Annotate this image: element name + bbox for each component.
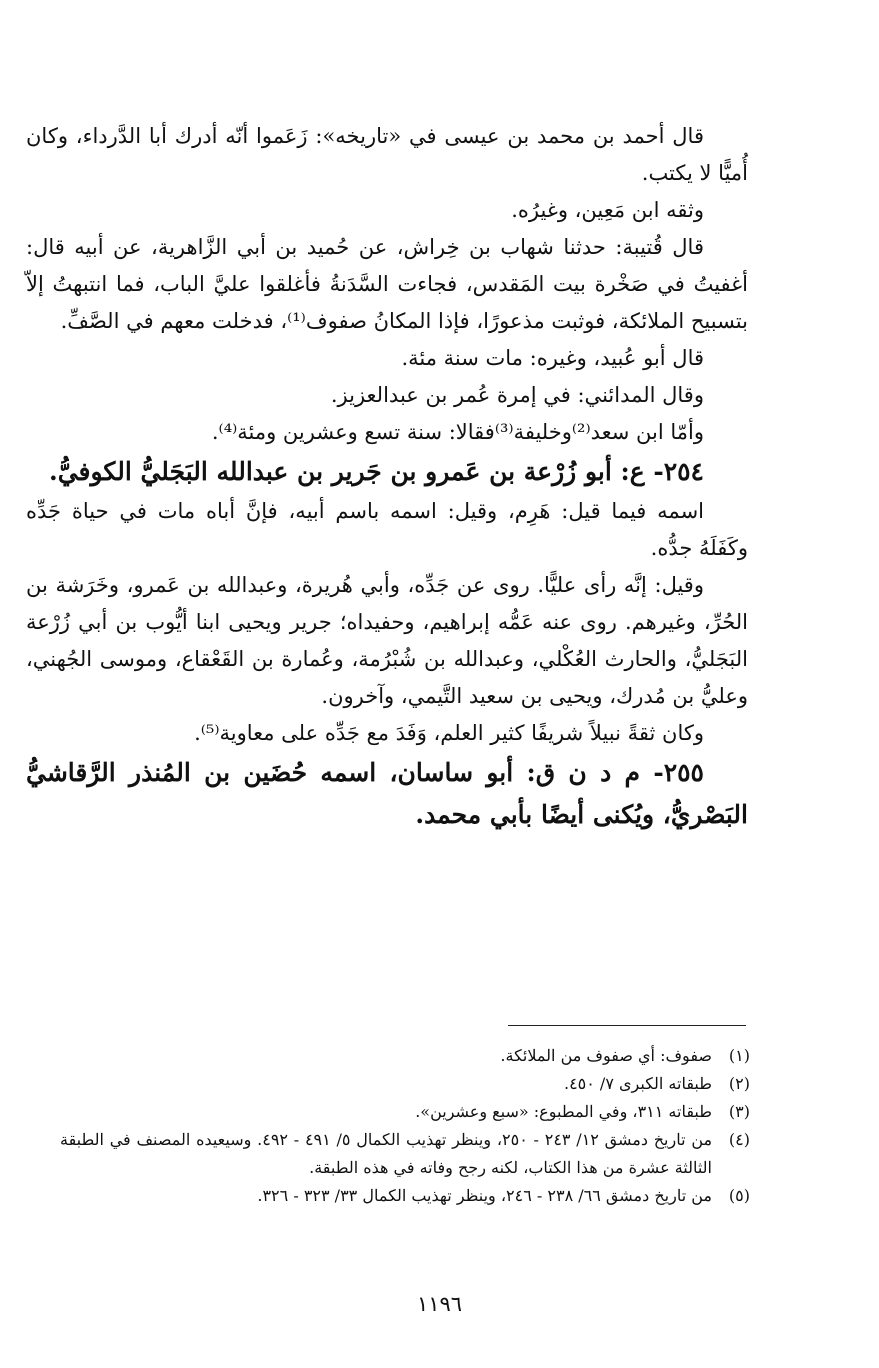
page-number: ١١٩٦ (416, 1292, 463, 1316)
main-text (26, 118, 748, 836)
footnote-text: من تاريخ دمشق ١٢/ ٢٤٣ - ٢٥٠، وينظر تهذيب الكمال ٥/ ٤٩١ - ٤٩٢. وسيعيده المصنف في الطبقة الثالثة عشرة من هذا الكتاب، لكنه رجح وفاته في هذه الطبقة. (60, 1130, 713, 1177)
footnote-text: من تاريخ دمشق ٦٦/ ٢٣٨ - ٢٤٦، وينظر تهذيب الكمال ٣٣/ ٣٢٣ - ٣٢٦. (257, 1186, 712, 1205)
footnote (60, 1182, 750, 1210)
paragraph: قال أحمد بن محمد بن عيسى في «تاريخه»: زَعَموا أنّه أدرك أبا الدَّرداء، وكان أُميًّا لا يكتب. (26, 124, 748, 185)
footnote-number: (٣) (728, 1102, 750, 1121)
footnote-number: (١) (728, 1046, 750, 1065)
entry-heading-254: ٢٥٤- ع: أبو زُرْعة بن عَمرو بن جَرير بن عبدالله البَجَليُّ الكوفيُّ. (48, 457, 704, 486)
footnote-number: (٥) (728, 1186, 750, 1205)
footnote (60, 1098, 750, 1126)
footnotes (60, 1042, 750, 1210)
entry-heading-255: ٢٥٥- م د ن ق: أبو ساسان، اسمه حُضَين بن المُنذر الرَّقاشيُّ البَصْريُّ، ويُكنى أيضًا بأبي محمد. (26, 758, 748, 829)
paragraph: اسمه فيما قيل: هَرِم، وقيل: اسمه باسم أبيه، فإنَّ أباه مات في حياة جَدِّه وكَفَلَهُ جدُّه. (26, 499, 748, 560)
footnote-separator (508, 1025, 746, 1026)
footnote-text: طبقاته الكبرى ٧/ ٤٥٠. (563, 1074, 712, 1093)
paragraph: وأمّا ابن سعد⁽²⁾وخليفة⁽³⁾فقالا: سنة تسع وعشرين ومئة⁽⁴⁾. (211, 420, 704, 444)
paragraph: وقال المدائني: في إمرة عُمر بن عبدالعزيز. (330, 383, 704, 407)
footnote-text: طبقاته ٣١١، وفي المطبوع: «سبع وعشرين». (415, 1102, 712, 1121)
paragraph: قال قُتيبة: حدثنا شهاب بن خِراش، عن حُميد بن أبي الزَّاهرية، عن أبيه قال: أغفيتُ في صَخْرة بيت المَقدس، فجاءت السَّدَنةُ فأغلقوا عليَّ الباب، فما انتبهتُ إلاّ بتسبيح الملائكة، فوثبت مذعورًا، فإذا المكانُ صفوف⁽¹⁾، فدخلت معهم في الصَّفِّ. (26, 235, 748, 333)
footnote (60, 1042, 750, 1070)
footnote-text: صفوف: أي صفوف من الملائكة. (500, 1046, 712, 1065)
footnote (60, 1070, 750, 1098)
paragraph: وقيل: إنَّه رأى عليًّا. روى عن جَدِّه، وأبي هُريرة، وعبدالله بن عَمرو، وخَرَشة بن الحُرِّ، وغيرهم. روى عنه عَمُّه إبراهيم، وحفيداه؛ جرير ويحيى ابنا أيُّوب بن أبي زُرْعة البَجَليُّ، والحارث العُكْلي، وعبدالله بن شُبْرُمة، وعُمارة بن القَعْقاع، وموسى الجُهني، وعليُّ بن مُدرك، ويحيى بن سعيد التَّيمي، وآخرون. (26, 573, 748, 708)
paragraph: وكان ثقةً نبيلاً شريفًا كثير العلم، وَفَدَ مع جَدِّه على معاوية⁽⁵⁾. (194, 721, 704, 745)
paragraph: قال أبو عُبيد، وغيره: مات سنة مئة. (401, 346, 704, 370)
footnote (60, 1126, 750, 1182)
footnote-number: (٤) (728, 1130, 750, 1149)
footnote-number: (٢) (728, 1074, 750, 1093)
paragraph: وثقه ابن مَعِين، وغيرُه. (511, 198, 704, 222)
